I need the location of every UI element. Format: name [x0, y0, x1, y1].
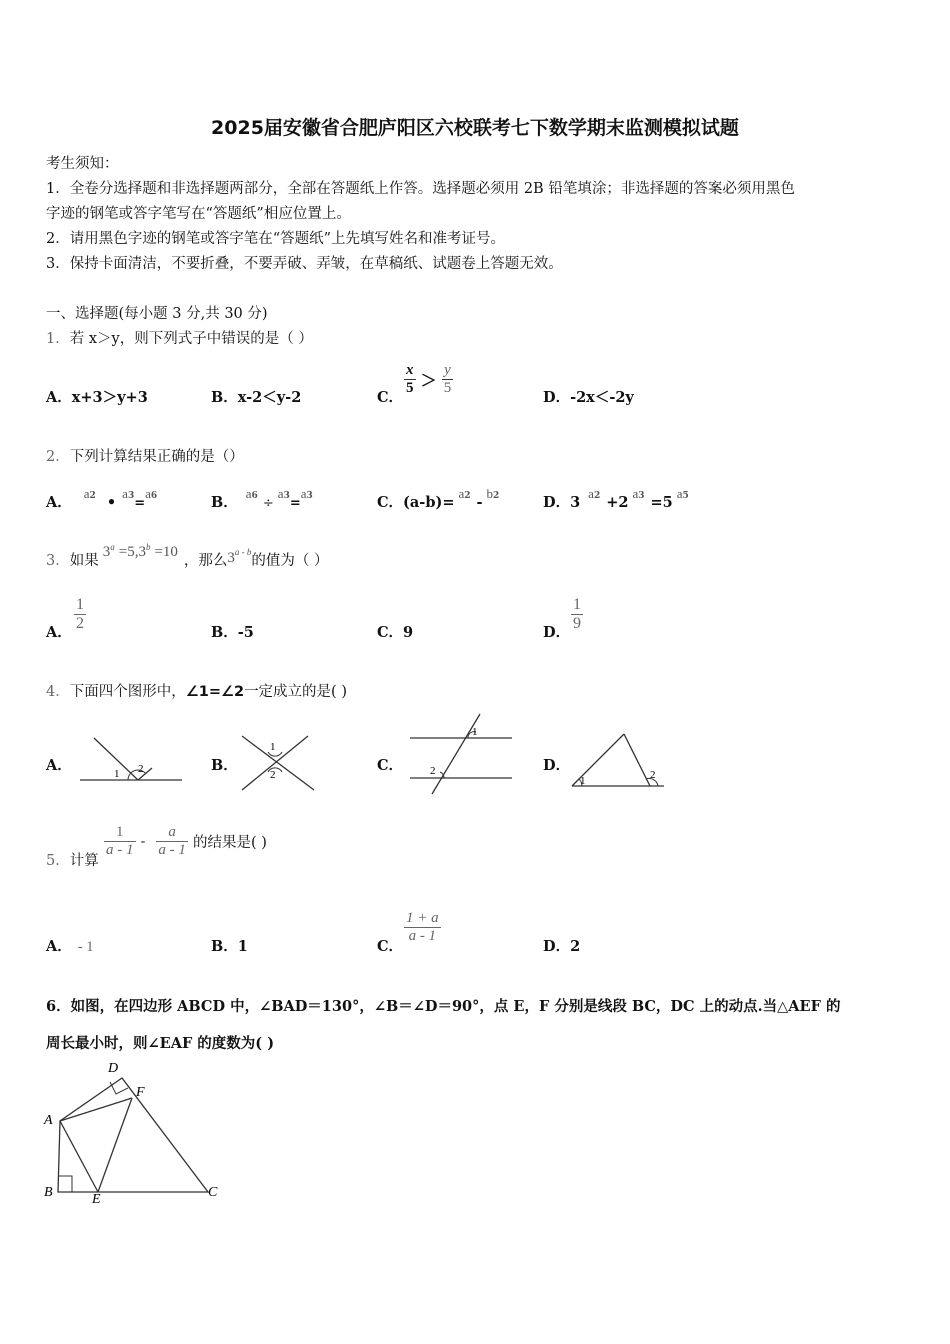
- question-6-line-1: 6．如图，在四边形 ABCD 中，∠BAD＝130°，∠B＝∠D＝90°，点 E，F 分别是线段 BC，DC 上的动点.当△AEF 的: [46, 998, 841, 1015]
- notice-item-1: 1．全卷分选择题和非选择题两部分，全部在答题纸上作答。选择题必须用 2B 铅笔填涂；非选择题的答案必须用黑色: [46, 181, 795, 197]
- question-text: 若 x＞y，则下列式子中错误的是（ ）: [69, 331, 313, 347]
- q4-figure-a: [76, 728, 186, 788]
- q5-option-c-fraction: $\frac{1 + a}{a - 1}$: [406, 910, 439, 944]
- fraction: $\frac{a}{a - 1}$: [158, 824, 186, 858]
- q6-quadrilateral-figure: [40, 1058, 230, 1208]
- q4-option-b[interactable]: B．: [211, 757, 238, 774]
- q5-option-c-label[interactable]: C．: [377, 938, 404, 955]
- question-5-expression: $\frac{1}{a - 1}$ - $\frac{a}{a - 1}$ 的结果是( ): [106, 824, 267, 858]
- question-number: 1．: [46, 331, 70, 347]
- q5-option-a[interactable]: A． - 1: [46, 938, 94, 955]
- q3-option-d-fraction: $\frac{1}{9}$: [573, 596, 581, 632]
- vertex-label-a: A: [44, 1113, 53, 1128]
- question-2: 2．下列计算结果正确的是（）: [46, 449, 244, 465]
- question-4: 4．下面四个图形中，∠1=∠2一定成立的是( ): [46, 684, 347, 700]
- q1-option-b[interactable]: B．x-2＜y-2: [211, 389, 302, 406]
- question-5-number: 5．计算: [46, 853, 99, 869]
- fraction: $\frac{x}{5}$: [406, 362, 414, 396]
- q2-option-c[interactable]: C．$(a-b)=a^2$ $-b^2$: [377, 486, 500, 511]
- angle-label-1: 1: [114, 768, 120, 780]
- q4-figure-b: [238, 732, 320, 794]
- page-title: 2025届安徽省合肥庐阳区六校联考七下数学期末监测模拟试题: [211, 117, 739, 139]
- q3-option-d-label[interactable]: D．: [543, 624, 571, 641]
- q1-option-c-math: $\frac{x}{5}$ ＞ $\frac{y}{5}$: [406, 362, 452, 396]
- q5-option-d[interactable]: D．2: [543, 938, 581, 955]
- q3-option-a-fraction: $\frac{1}{2}$: [76, 596, 84, 632]
- angle-label-1: 1: [270, 741, 276, 753]
- angle-label-2: 2: [270, 769, 276, 781]
- angle-label-2: 2: [650, 769, 656, 781]
- angle-label-2: 2: [430, 765, 436, 777]
- q1-option-d[interactable]: D．-2x＜-2y: [543, 389, 634, 406]
- q3-option-b[interactable]: B．-5: [211, 624, 254, 641]
- q3-option-c[interactable]: C．9: [377, 624, 414, 641]
- angle-label-2: 2: [138, 763, 144, 775]
- q4-figure-c: [408, 712, 516, 796]
- question-3: 3．如果$3^a =5,3^b =10$，那么3$^{a - b}$的值为（ ）: [46, 542, 329, 569]
- q5-option-b[interactable]: B．1: [211, 938, 248, 955]
- math-condition: $3^a =5,3^b =10$: [102, 542, 178, 560]
- notice-heading: 考生须知：: [46, 156, 119, 172]
- notice-item-3: 3．保持卡面清洁，不要折叠，不要弄破、弄皱，在草稿纸、试题卷上答题无效。: [46, 256, 563, 272]
- q4-option-a[interactable]: A．: [46, 757, 72, 774]
- q1-option-a[interactable]: A．x+3＞y+3: [46, 389, 148, 406]
- question-6-line-2: 周长最小时，则∠EAF 的度数为( ): [46, 1035, 275, 1052]
- q2-option-a[interactable]: A．$a^2$ $•a^3=a^6$: [46, 486, 158, 511]
- q2-option-b[interactable]: B．$a^6 \div a^3=a^3$: [211, 486, 313, 511]
- notice-item-1-cont: 字迹的钢笔或答字笔写在“答题纸”相应位置上。: [46, 206, 351, 222]
- fraction: $\frac{1}{a - 1}$: [106, 824, 134, 858]
- q2-option-d[interactable]: D．$3a^2 +2a^3 =5a^5$: [543, 486, 689, 511]
- math-expression: 3$^{a - b}$: [227, 547, 252, 566]
- q4-figure-d: [568, 730, 668, 790]
- angle-label-1: 1: [580, 775, 586, 787]
- section-heading: 一、选择题(每小题 3 分,共 30 分): [46, 306, 268, 322]
- fraction: $\frac{y}{5}$: [443, 362, 452, 396]
- q4-option-c[interactable]: C．: [377, 757, 404, 774]
- vertex-label-c: C: [208, 1185, 218, 1200]
- notice-item-2: 2．请用黑色字迹的钢笔或答字笔在“答题纸”上先填写姓名和准考证号。: [46, 231, 506, 247]
- q3-option-a-label[interactable]: A．: [46, 624, 72, 641]
- question-1: [46, 327, 313, 348]
- q1-option-c-label[interactable]: C．: [377, 389, 404, 406]
- angle-label-1: 1: [472, 726, 478, 738]
- vertex-label-f: F: [136, 1085, 145, 1100]
- vertex-label-d: D: [108, 1061, 119, 1076]
- q4-option-d[interactable]: D．: [543, 757, 571, 774]
- vertex-label-b: B: [44, 1185, 53, 1200]
- vertex-label-e: E: [92, 1192, 101, 1207]
